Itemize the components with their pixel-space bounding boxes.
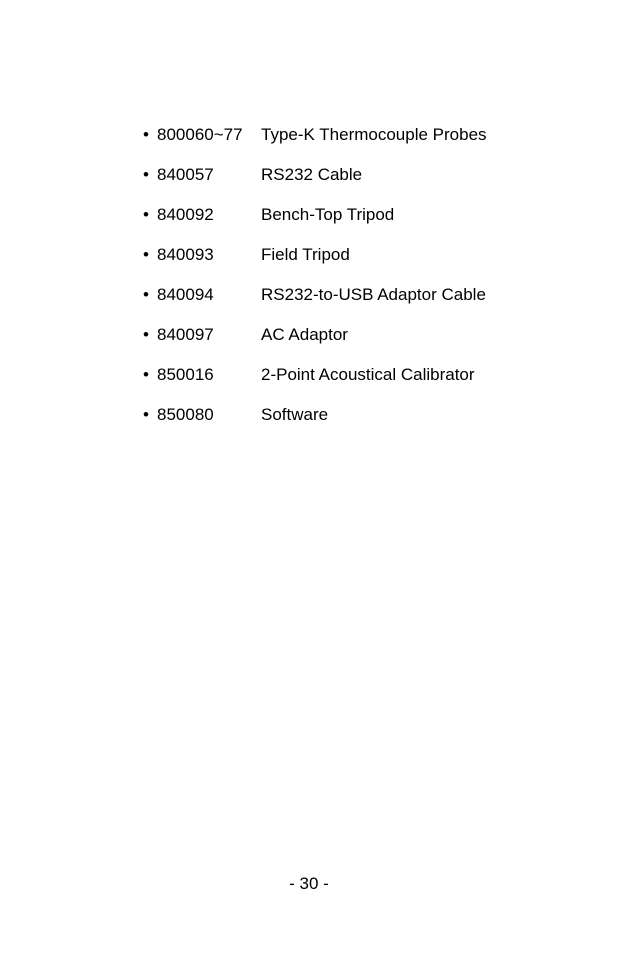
bullet-icon: •: [143, 285, 149, 304]
part-number: 840057: [157, 165, 214, 184]
part-number: 840093: [157, 245, 214, 264]
bullet-icon: •: [143, 205, 149, 224]
list-item: [143, 244, 543, 265]
page-number: - 30 -: [289, 874, 329, 893]
bullet-icon: •: [143, 165, 149, 184]
list-item: [143, 164, 543, 185]
bullet-icon: •: [143, 125, 149, 144]
part-number: 840094: [157, 285, 214, 304]
part-number: 850080: [157, 405, 214, 424]
bullet-icon: •: [143, 245, 149, 264]
item-description: AC Adaptor: [261, 325, 348, 344]
item-description: Field Tripod: [261, 245, 350, 264]
bullet-icon: •: [143, 325, 149, 344]
item-description: Bench-Top Tripod: [261, 205, 395, 224]
list-item: [143, 284, 543, 305]
item-description: RS232 Cable: [261, 165, 363, 184]
list-item: [143, 324, 543, 345]
part-number: 840092: [157, 205, 214, 224]
list-item: [143, 124, 543, 145]
bullet-icon: •: [143, 405, 149, 424]
list-item: [143, 404, 543, 425]
item-description: Software: [261, 405, 329, 424]
item-description: Type-K Thermocouple Probes: [261, 125, 487, 144]
bullet-icon: •: [143, 365, 149, 384]
part-number: 850016: [157, 365, 214, 384]
list-item: [143, 204, 543, 225]
list-item: [143, 364, 543, 385]
item-description: RS232-to-USB Adaptor Cable: [261, 285, 486, 304]
part-number: 840097: [157, 325, 214, 344]
accessory-list: [143, 124, 543, 425]
part-number: 800060~77: [157, 125, 243, 144]
item-description: 2-Point Acoustical Calibrator: [261, 365, 475, 384]
